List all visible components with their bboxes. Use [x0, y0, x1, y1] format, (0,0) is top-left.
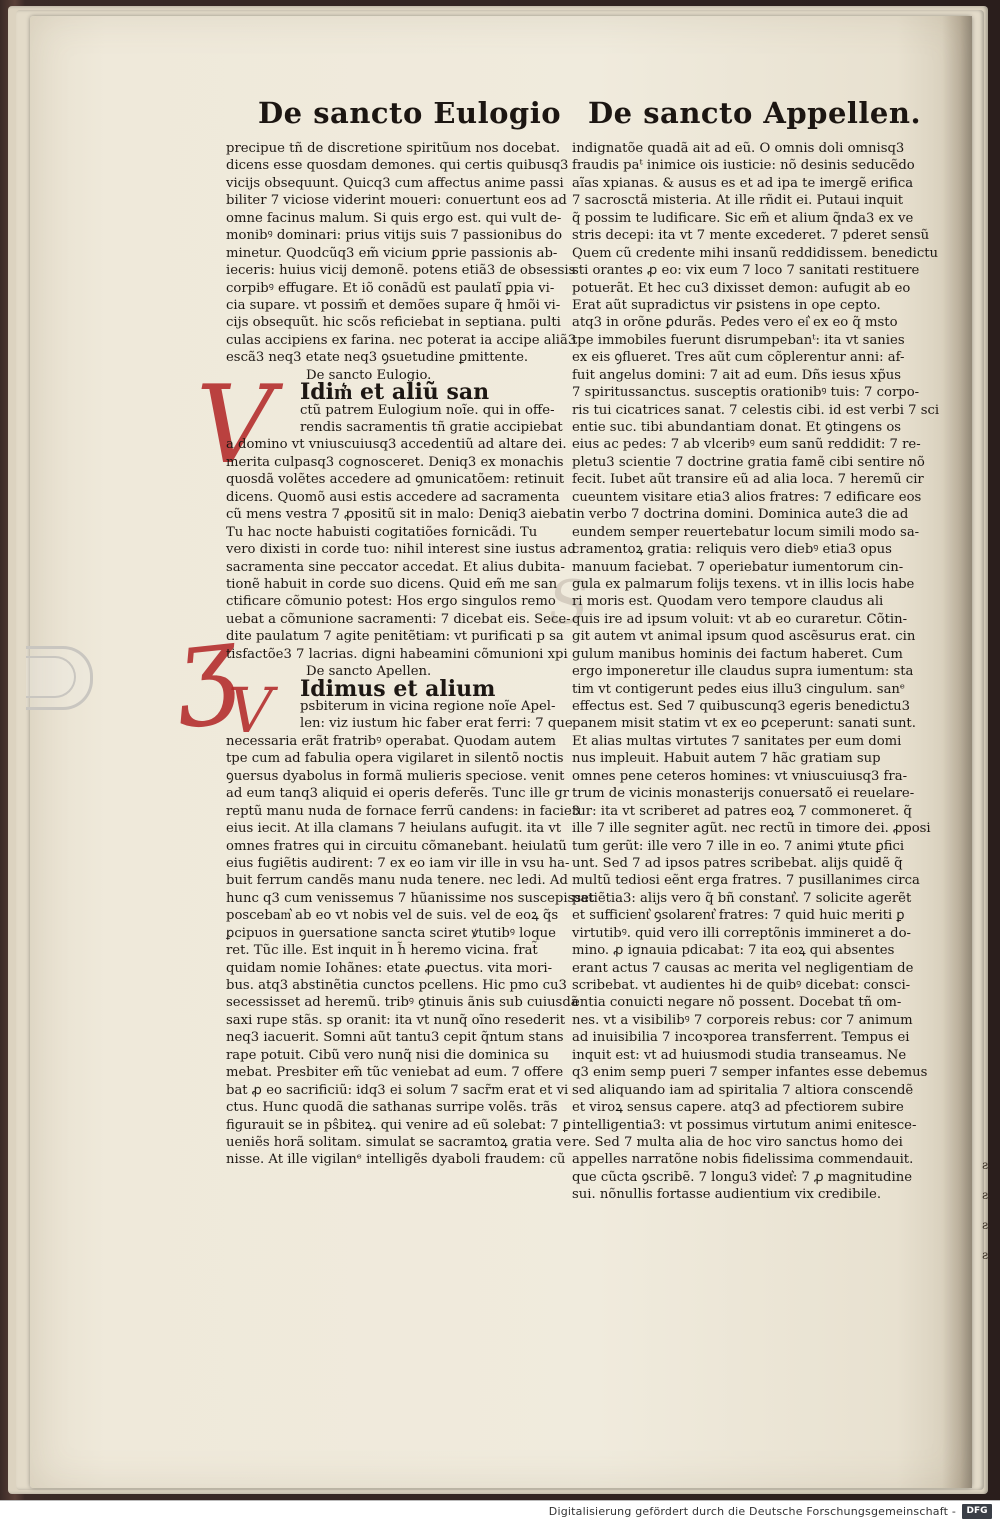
text-line: omnes fratres qui in circuitu cõmanebant. heiulatũ [226, 838, 567, 854]
text-line: sui. nõnullis fortasse audientium vix credibile. [572, 1187, 882, 1203]
text-line: ri moris est. Quodam vero tempore claudus ali [572, 594, 884, 610]
text-line: inquit est: vt ad huiusmodi studia transeamus. Ne [572, 1047, 907, 1063]
text-line: et viroꝝ sensus capere. atq3 ad pfectiorem subire [572, 1100, 904, 1116]
text-line: reptũ manu nuda de fornace ferrũ candens: in facie3 [226, 803, 581, 819]
text-line: unt. Sed 7 ad ipsos patres scribebat. alijs quidẽ q̃ [572, 855, 903, 871]
text-line: a domino vt vniuscuiusq3 accedentiũ ad altare dei. [226, 437, 567, 453]
text-line: dicens. Quomõ ausi estis accedere ad sacramenta [226, 489, 560, 505]
section-heading: De sancto Eulogio. [306, 367, 432, 383]
text-line: appelles narratõne nobis fidelissima commendauit. [572, 1152, 914, 1168]
text-line: que cũcta ꝯscribẽ. 7 longu3 videt͛: 7 ꝓ magnitudine [572, 1169, 913, 1185]
text-line: potuerãt. Et hec cu3 dixisset demon: aufugit ab eo [572, 280, 911, 296]
text-line: panem misit statim vt ex eo ꝑceperunt: sanati sunt. [572, 716, 916, 732]
text-line: ctificare cõmunio potest: Hos ergo singulos remo [226, 594, 556, 610]
text-line: in verbo 7 doctrina domini. Dominica aute3 die ad [572, 507, 909, 523]
text-line: virtutibꝰ. quid vero illi correptõnis immineret a do- [572, 925, 912, 941]
text-line: tim vt contigerunt pedes eius illu3 cingulum. sanᵉ [572, 681, 906, 697]
text-line: dite paulatum 7 agite penitẽtiam: vt purificati p sa [226, 629, 564, 645]
text-line: tpe immobiles fuerunt disrumpebanᵗ: ita vt sanies [572, 332, 905, 348]
text-line: ueniẽs horã solitam. simulat se sacramtoꝝ gratia ve [226, 1134, 572, 1150]
text-line: atq3 in orõne ꝑdurãs. Pedes vero ei͛ ex eo q̃ msto [572, 315, 898, 331]
text-column-right [572, 140, 940, 1204]
text-line: gulum manibus hominis dei factum haberet. Cum [572, 646, 903, 662]
text-line: quosdã volẽtes accedere ad ꝯmunicatõem: retinuit [226, 472, 565, 488]
text-line: re. Sed 7 multa alia de hoc viro sanctus homo dei [572, 1134, 903, 1150]
text-line: cijs obsequũt. hic scõs reficiebat in septiana. pulti [226, 315, 561, 331]
text-line: cia supare. vt possim̃ et demões supare q̃ hmõi vi- [226, 297, 561, 313]
text-line: corpibꝰ effugare. Et iõ conãdũ est paulatĩ ꝑpia vi- [226, 280, 555, 296]
text-line: ad inuisibilia 7 incoꝛporea transferrent. Tempus ei [572, 1030, 910, 1046]
gutter-shadow [942, 16, 972, 1488]
text-line: sed aliquando iam ad spiritalia 7 altiora conscendẽ [572, 1082, 914, 1098]
text-line: eundem semper reuertebatur locum simili modo sa- [572, 524, 920, 540]
text-line: tum gerũt: ille vero 7 ille in eo. 7 animi ꝟtute ꝑfici [572, 838, 905, 854]
text-line: vicijs obsequunt. Quicq3 cum affectus anime passi [226, 175, 564, 191]
text-line: effectus est. Sed 7 quibuscunq3 egeris benedictu3 [572, 699, 910, 714]
text-line: secessisset ad heremũ. tribꝰ ꝯtinuis ãnis sub cuiusdã [226, 995, 579, 1011]
text-line: mebat. Presbiter em̃ tũc veniebat ad eum. 7 offere [226, 1065, 564, 1081]
text-line: ctũ patrem Eulogium noĩe. qui in offe- [300, 402, 555, 418]
text-line: eius ac pedes: 7 ab vlceribꝰ eum sanũ reddidit: 7 re- [572, 437, 921, 453]
text-line: ieceris: huius vicij demonẽ. potens etiã3 de obsessis [226, 263, 576, 279]
text-line: figurauit se in pŝbiteꝝ. qui venire ad eũ solebat: 7 ꝑ [226, 1117, 572, 1133]
text-line: ex eis ꝯflueret. Tres aũt cum cõplerentur anni: af- [572, 350, 905, 366]
text-line: q̃ possim te ludificare. Sic em̃ et alium q̃nda3 ex ve [572, 210, 914, 226]
text-line: hunc q3 cum venissemus 7 hũanissime nos suscepisset [226, 890, 595, 906]
show-through-mark: S [548, 568, 590, 638]
text-line: sti orantes ꝓ eo: vix eum 7 loco 7 sanitati restituere [572, 263, 920, 279]
text-line: culas accipiens ex farina. nec poterat ia accipe aliã3 [226, 332, 577, 348]
text-line: Quem cũ credente mihi insanũ reddidissem. benedictu [572, 245, 939, 261]
text-line: Tu hac nocte habuisti cogitatiões fornicãdi. Tu [226, 524, 538, 540]
incipit-line: Idim͛ et aliũ san [300, 379, 490, 406]
text-line: tpe cum ad fabulia opera vigilaret in silentõ noctis [226, 751, 564, 767]
incipit-line: Idimus et alium [300, 675, 496, 702]
footer-funding-text: Digitalisierung gefördert durch die Deutsche Forschungsgemeinschaft - [548, 1505, 956, 1518]
heading-right: De sancto Appellen. [588, 96, 922, 130]
text-line: cramentoꝝ gratia: reliquis vero diebꝰ etia3 opus [572, 542, 892, 558]
text-line: entia conuicti negare nõ possent. Docebat tñ om- [572, 995, 902, 1011]
text-line: manuum faciebat. 7 operiebatur iumentorum cin- [572, 559, 904, 575]
text-line: tisfactõe3 7 lacrias. digni habeamini cõmunioni xpi [226, 646, 568, 662]
text-line: buit ferrum candẽs manu nuda tenere. nec ledi. Ad [226, 873, 568, 889]
text-line: bat ꝓ eo sacrificiũ: idq3 ei solum 7 sacr̃m erat et vi [226, 1082, 569, 1098]
text-line: poscebam͛ ab eo vt nobis vel de suis. vel de eoꝝ q̃s [226, 908, 559, 924]
text-line: merita culpasq3 cognosceret. Deniq3 ex monachis [226, 454, 564, 470]
text-line: entie suc. tibi abundantiam donat. Et ꝯtingens os [572, 420, 902, 435]
text-line: gula ex palmarum folijs texens. vt in illis locis habe [572, 576, 915, 592]
text-line: fuit angelus domini: 7 ait ad eum. Dñs iesus xp̃us [572, 367, 902, 383]
text-line: saxi rupe stãs. sp oranit: ita vt nunq̃ oĩno resederit [226, 1012, 566, 1028]
initial-v-eulogio-icon: V [196, 363, 274, 488]
text-line: ꝑcipuos in ꝯuersatione sancta sciret ꝟtutibꝰ loque [226, 925, 556, 941]
text-line: ctus. Hunc quodã die sathanas surripe volẽs. trãs [226, 1100, 558, 1116]
text-line: erant actus 7 causas ac merita vel negligentiam de [572, 960, 914, 976]
text-line: trum de vicinis monasterijs conuersatõ ei reuelare- [572, 786, 915, 802]
initial-flourish-icon: ʒ [169, 600, 244, 731]
text-line: uebat a cõmunione sacramenti: 7 dicebat eis. Sece- [226, 611, 571, 627]
text-line: aĩas xpianas. & ausus es et ad ipa te imergẽ erifica [572, 175, 914, 191]
text-line: sacramenta sine peccator accedat. Et alius dubita- [226, 559, 565, 575]
text-line: nus impleuit. Habuit autem 7 hãc gratiam sup [572, 751, 881, 767]
text-line: neq3 iacuerit. Somni aũt tantu3 cepit q̃ntum stans [226, 1030, 564, 1046]
text-line: tionẽ habuit in corde suo dicens. Quid em̃ me san [226, 576, 558, 592]
text-line: vero dixisti in corde tuo: nihil interest sine iustus ad [226, 542, 576, 558]
text-line: 7 spiritussanctus. susceptis orationibꝰ tuis: 7 corpo- [572, 385, 920, 401]
text-line: intelligentia3: vt possimus virtutum animi enitesce- [572, 1117, 917, 1133]
text-line: Erat aũt supradictus vir ꝑsistens in ope cepto. [572, 297, 881, 313]
section-heading: De sancto Apellen. [306, 664, 432, 680]
text-line: fraudis paᵗ inimice ois iusticie: nõ desinis seducẽdo [572, 158, 915, 174]
text-line: precipue tñ de discretione spiritũum nos docebat. [226, 141, 561, 156]
text-line: nes. vt a visibilibꝰ 7 corporeis rebus: cor 7 animum [572, 1012, 913, 1028]
text-line: ꝯuersus dyabolus in formã mulieris speciose. venit [226, 768, 565, 784]
text-line: ille 7 ille segniter agũt. nec rectũ in timore dei. ꝓposi [572, 821, 931, 837]
text-line: minetur. Quodcũq3 em̃ vicium ꝑprie passionis ab- [226, 245, 558, 261]
heading-left: De sancto Eulogio [258, 96, 562, 130]
page-clip-inner-icon [26, 656, 76, 698]
text-line: ad eum tanq3 aliquid ei operis deferẽs. Tunc ille gr [226, 786, 570, 802]
text-line: fecit. Iubet aũt transire eũ ad alia loca. 7 heremũ cir [572, 472, 924, 488]
text-line: eius iecit. At illa clamans 7 heiulans aufugit. ita vt [226, 821, 562, 837]
next-page-edge-marks: ƨ ƨ ƨ ƨ [982, 1158, 989, 1262]
text-line: et sufficient͛ ꝯsolarent͛ fratres: 7 quid huic meriti ꝑ [572, 908, 905, 924]
text-line: rape potuit. Cibũ vero nunq̃ nisi die dominica su [226, 1047, 549, 1063]
footer-bar [0, 1500, 1000, 1523]
text-line: cueuntem visitare etia3 alios fratres: 7 edificare eos [572, 489, 922, 505]
text-line: ergo imponeretur ille claudus supra iumentum: sta [572, 664, 914, 680]
dfg-logo: DFG [962, 1504, 992, 1519]
text-line: indignatõe quadã ait ad eũ. O omnis doli omnisq3 [572, 141, 905, 156]
text-line: eius fugiẽtis audirent: 7 ex eo iam vir ille in vsu ha- [226, 855, 570, 871]
text-line: q3 enim semp pueri 7 semper infantes esse debemus [572, 1065, 928, 1081]
text-line: biliter 7 viciose viderint moueri: conuertunt eos ad [226, 193, 567, 209]
text-line: pletu3 scientie 7 doctrine gratia famẽ cibi sentire nõ [572, 454, 925, 470]
text-line: patiẽtia3: alijs vero q̃ bñ constant͛. 7 solicite agerẽt [572, 890, 912, 906]
text-line: len: viz iustum hic faber erat ferri: 7 que [300, 716, 573, 732]
text-line: omne facinus malum. Si quis ergo est. qui vult de- [226, 210, 562, 226]
text-line: quidam nomie Iohãnes: etate ꝓuectus. vita mori- [226, 960, 553, 976]
text-line: Et alias multas virtutes 7 sanitates per eum domi [572, 733, 902, 749]
text-line: scribebat. vt audientes hi de quibꝰ dicebat: consci- [572, 978, 911, 993]
text-line: stris decepi: ita vt 7 mente excederet. 7 pderet sensũ [572, 228, 930, 244]
text-column-left [226, 140, 595, 1169]
text-line: psbiterum in vicina regione noĩe Apel- [300, 699, 556, 714]
text-line: tur: ita vt scriberet ad patres eoꝝ 7 commoneret. q̃ [572, 803, 912, 819]
text-line: necessaria erãt fratribꝰ operabat. Quodam autem [226, 733, 557, 749]
text-line: git autem vt animal ipsum quod ascẽsurus erat. cin [572, 629, 916, 645]
text-line: escã3 neq3 etate neq3 ꝯsuetudine ꝑmittente. [226, 350, 529, 366]
text-line: monibꝰ dominari: prius vitijs suis 7 passionibus do [226, 228, 563, 244]
text-line: nisse. At ille vigilanᵉ intelligẽs dyaboli fraudem: cũ [226, 1152, 566, 1168]
text-line: ris tui cicatrices sanat. 7 celestis cibi. id est verbi 7 sci [572, 402, 940, 418]
text-line: quis ire ad ipsum voluit: vt ab eo curaretur. Cõtin- [572, 611, 908, 627]
text-line: dicens esse quosdam demones. qui certis quibusq3 [226, 158, 569, 174]
text-line: multũ tediosi eẽnt erga fratres. 7 pusillanimes circa [572, 873, 920, 889]
text-line: rendis sacramentis tñ gratie accipiebat [300, 420, 563, 435]
initial-v-apellen-icon: V [228, 674, 273, 747]
text-line: cũ mens vestra 7 ꝓpositũ sit in malo: Deniq3 aiebat [226, 507, 572, 523]
text-line: 7 sacrosctã misteria. At ille rñdit ei. Putaui inquit [572, 193, 904, 209]
text-line: bus. atq3 abstinẽtia cunctos pcellens. Hic pmo cu3 [226, 978, 567, 993]
text-line: ret. Tũc ille. Est inquit in h̃ heremo vicina. frat̃ [226, 943, 538, 959]
text-line: omnes pene ceteros homines: vt vniuscuiusq3 fra- [572, 768, 908, 784]
text-line: mino. ꝓ ignauia pdicabat: 7 ita eoꝝ qui absentes [572, 943, 895, 959]
